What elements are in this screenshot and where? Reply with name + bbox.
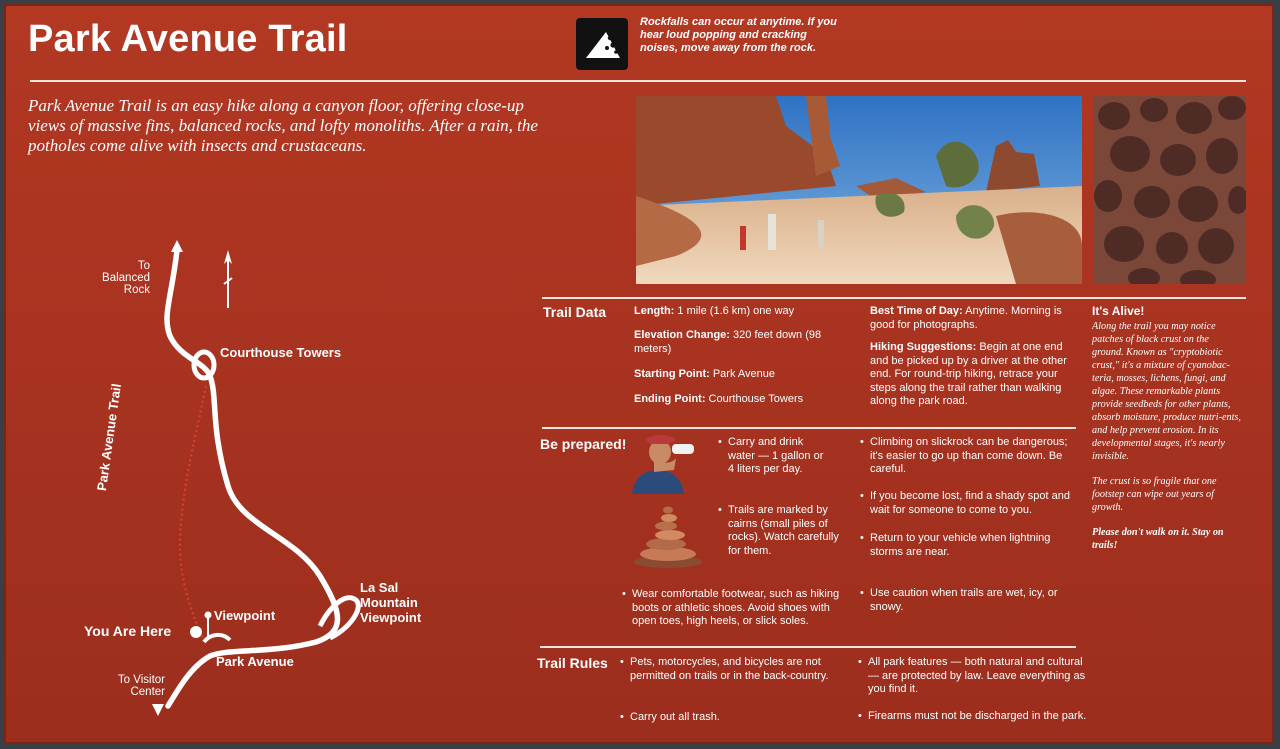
alive-heading: It's Alive!: [1092, 304, 1145, 318]
rule-trash: • Carry out all trash.: [620, 711, 830, 725]
header-divider: [30, 80, 1246, 82]
page-title: Park Avenue Trail: [28, 18, 348, 60]
drinking-water-icon: [628, 432, 708, 494]
map-label-balanced-rock: To Balanced Rock: [102, 260, 150, 296]
tip-water: • Carry and drink water — 1 gallon or 4 liters per day.: [718, 436, 826, 477]
trail-data-elevation: Elevation Change: 320 feet down (98 meters): [634, 329, 822, 355]
trail-data-start: Starting Point: Park Avenue: [634, 368, 776, 380]
map-label-la-sal: La Sal Mountain Viewpoint: [360, 580, 422, 625]
trail-data-end: Ending Point: Courthouse Towers: [634, 393, 804, 405]
trail-data-best-time: Best Time of Day: Anytime. Morning is good for photographs.: [870, 305, 1062, 331]
cairn-icon: [628, 500, 708, 568]
intro-text: Park Avenue Trail is an easy hike along a canyon floor, offering close-up views of massive fins, balanced rocks, and lofty monoliths. After a rain, the potholes come alive with insects and crustaceans.: [28, 96, 538, 155]
tip-lost: • If you become lost, find a shady spot and wait for someone to come to you.: [860, 490, 1080, 517]
alive-paragraph-3: Please don't walk on it. Stay on trails!: [1092, 527, 1224, 551]
alive-paragraph-1: Along the trail you may notice patches of black crust on the ground. Known as "cryptobiotic crust," it's a mixture of cyanobac-teria, mosses, lichens, fungi, and algae. These remarkable plants provide seedbeds for other plants, absorb moisture, produce nutri-ents, and help prevent erosion. In its developmental stages, it's nearly invisible.: [1092, 321, 1241, 462]
tip-footwear: • Wear comfortable footwear, such as hiking boots or athletic shoes. Avoid shoes with open toes, high heels, or slick soles.: [622, 588, 852, 629]
trail-rules-heading: Trail Rules: [537, 655, 608, 671]
tip-wet: • Use caution when trails are wet, icy, or snowy.: [860, 587, 1080, 614]
map-label-visitor-center: To Visitor Center: [117, 674, 165, 698]
map-label-viewpoint: Viewpoint: [214, 608, 276, 623]
trail-data-hiking: Hiking Suggestions: Begin at one end and be picked up by a driver at the other end. For round-trip hiking, retrace your steps along the trail rather than walking along the park road.: [870, 341, 1067, 407]
alive-text: [1092, 320, 1242, 564]
tip-lightning: • Return to your vehicle when lightning storms are near.: [860, 532, 1080, 559]
map-label-trail: Park Avenue Trail: [94, 382, 124, 492]
be-prepared-divider: [542, 427, 1076, 429]
trail-data-divider: [542, 297, 1246, 299]
rule-firearms: • Firearms must not be discharged in the park.: [858, 710, 1088, 724]
trail-map: [80, 236, 440, 726]
rockfall-warning-text: Rockfalls can occur at anytime. If you hear loud popping and cracking noises, move away from the rock.: [640, 16, 837, 54]
be-prepared-heading: Be prepared!: [540, 436, 627, 452]
trail-rules-divider: [540, 646, 1076, 648]
canyon-photo: [636, 96, 1082, 284]
trail-data-length: Length: 1 mile (1.6 km) one way: [634, 305, 795, 317]
map-label-courthouse-towers: Courthouse Towers: [220, 345, 342, 360]
tip-cairns: • Trails are marked by cairns (small piles of rocks). Watch carefully for them.: [718, 504, 844, 558]
tip-slickrock: • Climbing on slickrock can be dangerous; it's easier to go up than come down. Be careful.: [860, 436, 1080, 477]
map-label-you-are-here: You Are Here: [84, 623, 172, 639]
alive-paragraph-2: The crust is so fragile that one footstep can wipe out years of growth.: [1092, 476, 1217, 513]
rockfall-warning-icon: [576, 18, 628, 70]
map-label-park-avenue: Park Avenue: [216, 654, 294, 669]
rule-features: • All park features — both natural and cultural — are protected by law. Leave everything as you find it.: [858, 656, 1088, 697]
rule-pets: • Pets, motorcycles, and bicycles are not permitted on trails or in the back-country.: [620, 656, 830, 683]
trail-data-heading: Trail Data: [543, 304, 607, 320]
crust-photo: [1094, 96, 1246, 284]
